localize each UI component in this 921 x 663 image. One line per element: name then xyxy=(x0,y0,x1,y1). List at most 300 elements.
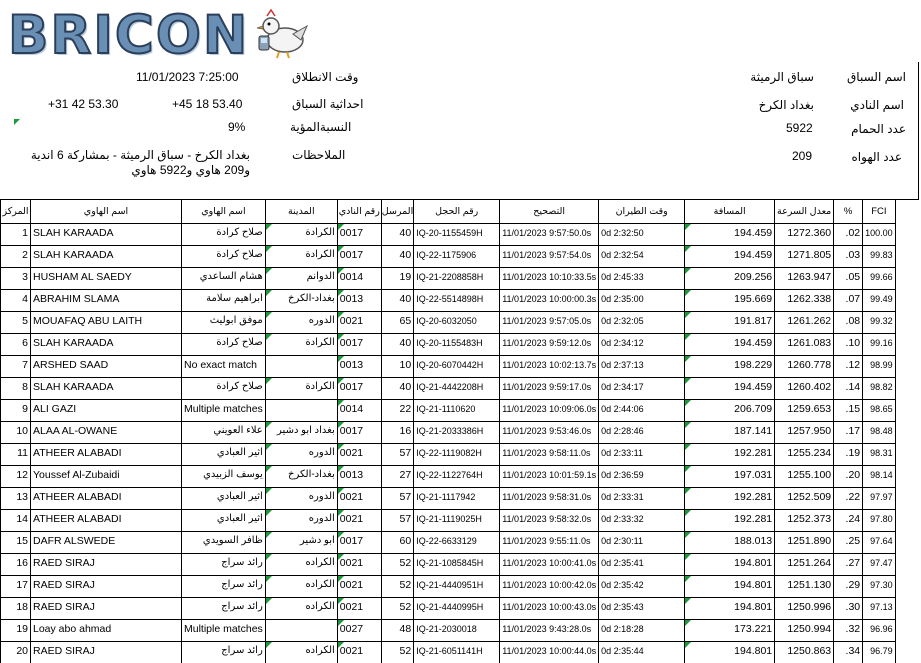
pigeons-count-value: 5922 xyxy=(786,121,813,135)
cell-clock-time xyxy=(500,576,599,598)
cell-text: IQ-21-1119025H xyxy=(416,514,482,524)
cell-text: 10 xyxy=(16,425,28,437)
cell-text: .29 xyxy=(845,579,861,591)
cell-text: 0d 2:33:32 xyxy=(601,514,644,524)
cell-fancier-name-en xyxy=(31,312,182,334)
cell-text: MOUAFAQ ABU LAITH xyxy=(33,315,143,327)
cell-text: ALAA AL-OWANE xyxy=(33,425,118,437)
cell-clock-time xyxy=(500,356,599,378)
cell-percent xyxy=(834,466,863,488)
cell-text: 1252.509 xyxy=(787,491,832,503)
cell-speed xyxy=(775,466,834,488)
cell-text: .03 xyxy=(845,249,861,261)
table-row xyxy=(1,488,896,510)
cell-sent-count xyxy=(381,400,413,422)
cell-club-number xyxy=(337,422,381,444)
cell-percent xyxy=(834,422,863,444)
cell-text: 11/01/2023 9:53:46.0s xyxy=(502,426,592,436)
cell-flight-time xyxy=(599,246,685,268)
cell-city xyxy=(265,488,337,510)
comment-marker-icon xyxy=(266,224,272,230)
comment-marker-icon xyxy=(266,290,272,296)
table-row xyxy=(1,268,896,290)
cell-text: 1263.947 xyxy=(787,271,832,283)
cell-rank xyxy=(1,400,31,422)
cell-text: 8 xyxy=(22,381,28,393)
cell-text: 19 xyxy=(399,271,412,283)
cell-text: 60 xyxy=(399,535,412,547)
cell-sent-count xyxy=(381,510,413,532)
cell-fci xyxy=(863,620,896,642)
cell-flight-time xyxy=(599,620,685,642)
cell-text: بغداد ابو دشير xyxy=(277,425,335,436)
cell-rank xyxy=(1,356,31,378)
cell-city xyxy=(265,334,337,356)
cell-text: اثير العبادي xyxy=(216,513,263,524)
cell-text: No exact match xyxy=(184,359,257,371)
cell-flight-time xyxy=(599,334,685,356)
comment-marker-icon xyxy=(685,576,691,582)
cell-fancier-name-en xyxy=(31,642,182,663)
cell-sent-count xyxy=(381,312,413,334)
cell-clock-time xyxy=(500,466,599,488)
cell-rank xyxy=(1,422,31,444)
cell-rank xyxy=(1,312,31,334)
comment-marker-icon xyxy=(685,620,691,626)
cell-text: 11/01/2023 9:43:28.0s xyxy=(502,624,592,634)
cell-text: 1250.996 xyxy=(787,601,832,613)
cell-flight-time xyxy=(599,488,685,510)
cell-text: 0021 xyxy=(339,513,364,525)
cell-fancier-name-en xyxy=(31,554,182,576)
cell-text: IQ-21-4442208H xyxy=(416,382,484,392)
cell-text: IQ-22-6633129 xyxy=(416,536,477,546)
cell-sent-count xyxy=(381,290,413,312)
cell-fancier-name-en xyxy=(31,466,182,488)
cell-text: صلاح كرادة xyxy=(216,249,263,260)
cell-text: رائد سراج xyxy=(221,645,263,656)
column-header-fancier-name-en: اسم الهاوي xyxy=(31,200,182,224)
cell-text: .15 xyxy=(845,403,861,415)
comment-marker-icon xyxy=(338,378,344,384)
table-row xyxy=(1,356,896,378)
cell-text: 2 xyxy=(22,249,28,261)
cell-text: .22 xyxy=(845,491,861,503)
race-name-value: سباق الرميثة xyxy=(750,70,814,84)
cell-ring-number xyxy=(414,576,500,598)
cell-distance xyxy=(685,246,775,268)
cell-text: 0d 2:33:11 xyxy=(601,448,644,458)
cell-club-number xyxy=(337,378,381,400)
cell-text: 209.256 xyxy=(734,271,773,283)
cell-sent-count xyxy=(381,268,413,290)
cell-text: 11/01/2023 10:02:13.7s xyxy=(502,360,597,370)
cell-text: IQ-22-1175906 xyxy=(416,250,477,260)
cell-clock-time xyxy=(500,620,599,642)
table-row xyxy=(1,554,896,576)
cell-text: 11/01/2023 10:00:42.0s xyxy=(502,580,597,590)
cell-clock-time xyxy=(500,246,599,268)
cell-text: IQ-20-6032050 xyxy=(416,316,477,326)
comment-marker-icon xyxy=(685,598,691,604)
comment-marker-icon xyxy=(338,532,344,538)
cell-fancier-name-ar xyxy=(182,642,266,663)
cell-clock-time xyxy=(500,532,599,554)
cell-rank xyxy=(1,642,31,663)
cell-fancier-name-ar xyxy=(182,598,266,620)
cell-percent xyxy=(834,620,863,642)
coords-label: احداثية السباق xyxy=(292,97,364,111)
cell-text: 18 xyxy=(16,601,28,613)
cell-club-number xyxy=(337,488,381,510)
cell-rank xyxy=(1,334,31,356)
cell-rank xyxy=(1,576,31,598)
cell-club-number xyxy=(337,466,381,488)
cell-percent xyxy=(834,334,863,356)
cell-text: 1255.100 xyxy=(787,469,832,481)
comment-marker-icon xyxy=(685,554,691,560)
cell-text: 65 xyxy=(399,315,412,327)
cell-speed xyxy=(775,334,834,356)
cell-text: 195.669 xyxy=(734,293,773,305)
cell-distance xyxy=(685,444,775,466)
cell-city xyxy=(265,400,337,422)
notes-label: الملاحظات xyxy=(292,148,346,162)
cell-fci xyxy=(863,224,896,246)
table-row xyxy=(1,642,896,663)
cell-text: صلاح كرادة xyxy=(216,337,263,348)
cell-text: 1252.373 xyxy=(787,513,832,525)
cell-text: RAED SIRAJ xyxy=(33,557,95,569)
cell-text: 197.031 xyxy=(734,469,773,481)
cell-city xyxy=(265,444,337,466)
cell-sent-count xyxy=(381,422,413,444)
cell-text: 7 xyxy=(22,359,28,371)
cell-fancier-name-ar xyxy=(182,246,266,268)
cell-text: 0d 2:37:13 xyxy=(601,360,644,370)
cell-percent xyxy=(834,224,863,246)
cell-text: .12 xyxy=(845,359,861,371)
cell-clock-time xyxy=(500,378,599,400)
cell-text: 1250.994 xyxy=(787,623,832,635)
cell-city xyxy=(265,246,337,268)
cell-ring-number xyxy=(414,444,500,466)
cell-text: 40 xyxy=(399,381,412,393)
cell-distance xyxy=(685,554,775,576)
comment-marker-icon xyxy=(266,532,272,538)
comment-marker-icon xyxy=(685,312,691,318)
cell-text: 0d 2:32:05 xyxy=(601,316,644,326)
cell-text: ATHEER ALABADI xyxy=(33,513,122,525)
cell-percent xyxy=(834,268,863,290)
cell-text: IQ-21-2208858H xyxy=(416,272,484,282)
cell-fancier-name-ar xyxy=(182,312,266,334)
cell-text: 97.64 xyxy=(870,536,893,546)
cell-text: الدوره xyxy=(308,513,335,524)
cell-ring-number xyxy=(414,554,500,576)
cell-clock-time xyxy=(500,510,599,532)
cell-text: ARSHED SAAD xyxy=(33,359,109,371)
table-row xyxy=(1,444,896,466)
cell-distance xyxy=(685,400,775,422)
cell-club-number xyxy=(337,290,381,312)
column-header-distance: المسافة xyxy=(685,200,775,224)
cell-fancier-name-en xyxy=(31,532,182,554)
cell-city xyxy=(265,290,337,312)
cell-distance xyxy=(685,466,775,488)
cell-text: .30 xyxy=(845,601,861,613)
cell-club-number xyxy=(337,444,381,466)
cell-text: 0d 2:18:28 xyxy=(601,624,644,634)
cell-flight-time xyxy=(599,378,685,400)
cell-clock-time xyxy=(500,554,599,576)
cell-text: 97.97 xyxy=(870,492,893,502)
cell-text: 40 xyxy=(399,337,412,349)
comment-marker-icon xyxy=(685,356,691,362)
comment-marker-icon xyxy=(266,598,272,604)
table-row xyxy=(1,598,896,620)
cell-city xyxy=(265,532,337,554)
cell-fancier-name-en xyxy=(31,290,182,312)
cell-text: 194.459 xyxy=(734,249,773,261)
fanciers-count-label: عدد الهواه xyxy=(851,150,902,164)
column-header-sent-count: المرسل xyxy=(381,200,413,224)
cell-fci xyxy=(863,488,896,510)
cell-text: 0d 2:30:11 xyxy=(601,536,644,546)
cell-text: .19 xyxy=(845,447,861,459)
cell-text: 11/01/2023 9:59:12.0s xyxy=(502,338,592,348)
cell-text: IQ-20-1155483H xyxy=(416,338,483,348)
cell-speed xyxy=(775,510,834,532)
cell-percent xyxy=(834,642,863,663)
comment-marker-icon xyxy=(266,422,272,428)
cell-fancier-name-en xyxy=(31,422,182,444)
column-header-ring-number: رقم الحجل xyxy=(414,200,500,224)
cell-text: الكراده xyxy=(305,557,335,568)
cell-text: ABRAHIM SLAMA xyxy=(33,293,120,305)
cell-text: 1259.653 xyxy=(787,403,832,415)
cell-text: Multiple matches xyxy=(184,403,263,415)
cell-text: 99.49 xyxy=(870,294,893,304)
cell-text: Multiple matches xyxy=(184,623,263,635)
cell-text: .07 xyxy=(845,293,861,305)
table-row xyxy=(1,312,896,334)
cell-percent xyxy=(834,510,863,532)
column-header-flight-time: وقت الطيران xyxy=(599,200,685,224)
cell-clock-time xyxy=(500,642,599,663)
cell-ring-number xyxy=(414,290,500,312)
cell-flight-time xyxy=(599,224,685,246)
cell-distance xyxy=(685,576,775,598)
cell-rank xyxy=(1,510,31,532)
cell-speed xyxy=(775,422,834,444)
cell-percent xyxy=(834,400,863,422)
cell-ring-number xyxy=(414,510,500,532)
cell-text: 11/01/2023 9:58:11.0s xyxy=(502,448,591,458)
cell-text: 96.79 xyxy=(870,646,893,656)
comment-marker-icon xyxy=(266,246,272,252)
cell-ring-number xyxy=(414,620,500,642)
cell-text: SLAH KARAADA xyxy=(33,249,114,261)
cell-club-number xyxy=(337,642,381,663)
cell-text: 0017 xyxy=(339,535,364,547)
cell-rank xyxy=(1,488,31,510)
cell-text: 11/01/2023 10:00:44.0s xyxy=(502,646,597,656)
cell-text: 57 xyxy=(399,447,412,459)
cell-text: SLAH KARAADA xyxy=(33,227,114,239)
cell-sent-count xyxy=(381,488,413,510)
cell-text: SLAH KARAADA xyxy=(33,337,114,349)
cell-distance xyxy=(685,620,775,642)
cell-rank xyxy=(1,598,31,620)
cell-club-number xyxy=(337,620,381,642)
cell-club-number xyxy=(337,576,381,598)
cell-club-number xyxy=(337,334,381,356)
column-header-fancier-name-ar: اسم الهاوي xyxy=(182,200,266,224)
cell-text: 98.31 xyxy=(870,448,893,458)
cell-flight-time xyxy=(599,444,685,466)
cell-ring-number xyxy=(414,334,500,356)
table-row xyxy=(1,510,896,532)
cell-sent-count xyxy=(381,378,413,400)
cell-sent-count xyxy=(381,356,413,378)
cell-text: 192.281 xyxy=(734,513,773,525)
cell-ring-number xyxy=(414,422,500,444)
cell-text: 0021 xyxy=(339,557,364,569)
cell-text: 187.141 xyxy=(734,425,773,437)
cell-text: 192.281 xyxy=(734,447,773,459)
cell-sent-count xyxy=(381,246,413,268)
logo-text: BRICON xyxy=(8,5,250,66)
cell-text: 173.221 xyxy=(734,623,773,635)
cell-text: 0017 xyxy=(339,381,364,393)
comment-marker-icon xyxy=(266,268,272,274)
cell-flight-time xyxy=(599,400,685,422)
cell-fci xyxy=(863,642,896,663)
cell-speed xyxy=(775,620,834,642)
comment-marker-icon xyxy=(338,554,344,560)
cell-fci xyxy=(863,268,896,290)
comment-marker-icon xyxy=(685,532,691,538)
cell-text: 194.459 xyxy=(734,227,773,239)
cell-sent-count xyxy=(381,598,413,620)
cell-text: 99.32 xyxy=(870,316,893,326)
cell-text: 99.16 xyxy=(870,338,893,348)
cell-sent-count xyxy=(381,576,413,598)
cell-text: 206.709 xyxy=(734,403,773,415)
cell-text: IQ-21-2033386H xyxy=(416,426,484,436)
cell-distance xyxy=(685,334,775,356)
cell-sent-count xyxy=(381,532,413,554)
cell-text: .24 xyxy=(845,513,861,525)
bricon-logo xyxy=(8,6,310,66)
comment-marker-icon xyxy=(266,488,272,494)
cell-text: 1251.264 xyxy=(787,557,832,569)
cell-text: 52 xyxy=(399,645,412,657)
table-row xyxy=(1,466,896,488)
cell-flight-time xyxy=(599,312,685,334)
table-header-row xyxy=(1,200,896,224)
cell-text: 11/01/2023 10:00:00.3s xyxy=(502,294,597,304)
cell-text: اثير العبادي xyxy=(216,491,263,502)
cell-rank xyxy=(1,290,31,312)
cell-percent xyxy=(834,532,863,554)
cell-text: 57 xyxy=(399,491,412,503)
cell-ring-number xyxy=(414,356,500,378)
cell-text: 1262.338 xyxy=(787,293,832,305)
cell-speed xyxy=(775,312,834,334)
cell-distance xyxy=(685,598,775,620)
cell-fci xyxy=(863,510,896,532)
cell-club-number xyxy=(337,400,381,422)
cell-text: 12 xyxy=(16,469,28,481)
cell-percent xyxy=(834,488,863,510)
cell-text: IQ-21-6051141H xyxy=(416,646,483,656)
cell-text: 0013 xyxy=(339,293,364,305)
column-header-speed: معدل السرعة xyxy=(775,200,834,224)
cell-speed xyxy=(775,488,834,510)
cell-sent-count xyxy=(381,444,413,466)
cell-speed xyxy=(775,400,834,422)
comment-marker-icon xyxy=(685,224,691,230)
cell-fci xyxy=(863,312,896,334)
cell-text: 0d 2:35:44 xyxy=(601,646,644,656)
cell-text: 194.459 xyxy=(734,381,773,393)
cell-club-number xyxy=(337,554,381,576)
cell-text: Youssef Al-Zubaidi xyxy=(33,469,120,481)
cell-fci xyxy=(863,554,896,576)
cell-text: 0d 2:34:17 xyxy=(601,382,644,392)
cell-text: 194.459 xyxy=(734,337,773,349)
comment-marker-icon xyxy=(685,510,691,516)
cell-fancier-name-en xyxy=(31,598,182,620)
cell-fancier-name-en xyxy=(31,510,182,532)
comment-marker-icon xyxy=(338,620,344,626)
comment-marker-icon xyxy=(685,642,691,648)
cell-rank xyxy=(1,444,31,466)
cell-rank xyxy=(1,554,31,576)
cell-distance xyxy=(685,488,775,510)
cell-fci xyxy=(863,598,896,620)
cell-text: 11/01/2023 9:57:50.0s xyxy=(502,228,592,238)
cell-ring-number xyxy=(414,378,500,400)
cell-text: رائد سراج xyxy=(221,601,263,612)
cell-text: 1272.360 xyxy=(787,227,832,239)
column-header-fci: FCI xyxy=(863,200,896,224)
cell-speed xyxy=(775,532,834,554)
cell-speed xyxy=(775,444,834,466)
cell-text: 0017 xyxy=(339,337,364,349)
table-row xyxy=(1,422,896,444)
cell-text: 0d 2:35:41 xyxy=(601,558,644,568)
cell-rank xyxy=(1,378,31,400)
cell-text: IQ-21-1117942 xyxy=(416,492,476,502)
cell-text: 3 xyxy=(22,271,28,283)
cell-fci xyxy=(863,532,896,554)
cell-speed xyxy=(775,290,834,312)
cell-text: Loay abo ahmad xyxy=(33,623,112,635)
comment-marker-icon xyxy=(338,488,344,494)
cell-text: 13 xyxy=(16,491,28,503)
cell-city xyxy=(265,422,337,444)
cell-flight-time xyxy=(599,554,685,576)
cell-text: 11/01/2023 9:55:11.0s xyxy=(502,536,591,546)
cell-text: 100.00 xyxy=(865,228,893,238)
cell-text: 0d 2:33:31 xyxy=(601,492,644,502)
cell-fancier-name-ar xyxy=(182,378,266,400)
cell-speed xyxy=(775,598,834,620)
column-header-club-number: رقم النادي xyxy=(337,200,381,224)
